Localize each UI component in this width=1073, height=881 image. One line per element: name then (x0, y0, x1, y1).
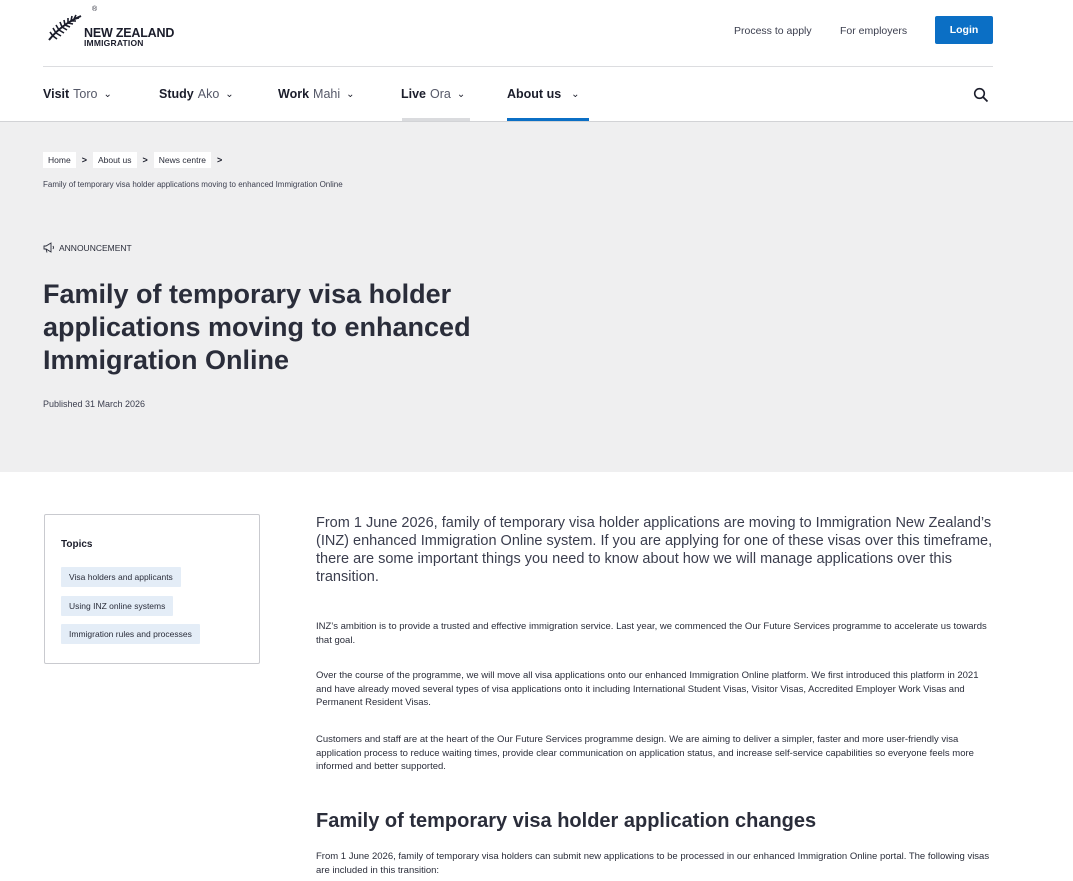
chevron-down-icon: ⌄ (225, 88, 234, 100)
nav-label-maori: Ako (197, 87, 220, 101)
logo-wordmark-line2: IMMIGRATION (84, 38, 144, 48)
breadcrumb-separator-icon: > (142, 155, 148, 165)
megaphone-icon (43, 242, 55, 253)
breadcrumb-separator-icon: > (217, 155, 223, 165)
nav-label-maori: Mahi (313, 87, 341, 101)
nav-item-about-us[interactable] (507, 87, 580, 101)
article-paragraph: INZ’s ambition is to provide a trusted and effective immigration service. Last year, we commenced the Our Future Services programme to accelerate us towards that goal. (316, 621, 987, 646)
published-date: Published 31 March 2026 (43, 399, 146, 409)
chevron-down-icon: ⌄ (103, 88, 112, 100)
search-icon[interactable] (973, 87, 989, 103)
inz-logo[interactable] (47, 8, 197, 50)
top-header (43, 0, 993, 67)
logo-wordmark-line1: NEW ZEALAND (84, 26, 175, 40)
article-paragraph: Over the course of the programme, we will move all visa applications onto our enhanced Immigration Online platform. We first introduced this platform in 2021 and have already moved several types of visa applications onto it including International Student Visas, Visitor Visas, Accredited Employer Work Visas and Permanent Resident Visas. (316, 670, 979, 708)
nav-item-study[interactable] (159, 87, 234, 101)
nav-label: Study (159, 87, 194, 101)
breadcrumb-about-us[interactable]: About us (93, 152, 137, 168)
topic-tag-rules-processes[interactable]: Immigration rules and processes (61, 624, 200, 644)
login-button[interactable]: Login (935, 16, 993, 44)
announcement-text: ANNOUNCEMENT (59, 242, 132, 253)
nav-label: About us (507, 87, 562, 101)
chevron-down-icon: ⌄ (346, 88, 355, 100)
article-hero (0, 121, 1073, 472)
breadcrumb-current-page: Family of temporary visa holder applications moving to enhanced Immigration Online (43, 180, 343, 189)
process-to-apply-link[interactable]: Process to apply (734, 25, 812, 37)
topic-tag-visa-holders[interactable]: Visa holders and applicants (61, 567, 181, 587)
nav-label: Visit (43, 87, 70, 101)
breadcrumb (43, 152, 222, 168)
nav-item-visit[interactable] (43, 87, 112, 101)
topics-title: Topics (61, 539, 93, 550)
nav-label-maori: Ora (430, 87, 451, 101)
chevron-down-icon: ⌄ (456, 88, 466, 100)
chevron-down-icon: ⌄ (571, 88, 580, 100)
silver-fern-icon (47, 12, 83, 42)
topics-panel (44, 514, 260, 664)
page-title: Family of temporary visa holder applications moving to enhanced Immigration Online (43, 279, 471, 375)
topic-tag-online-systems[interactable]: Using INZ online systems (61, 596, 173, 616)
section-heading: Family of temporary visa holder application changes (316, 810, 817, 832)
for-employers-link[interactable]: For employers (840, 25, 908, 37)
nav-label-maori: Toro (73, 87, 98, 101)
article-lead: From 1 June 2026, family of temporary visa holder applications are moving to Immigration New Zealand’s (INZ) enhanced Immigration Online system. If you are applying for one of these visas over this timeframe, there are some important things you need to know about how we will manage applications over this transition. (316, 515, 993, 585)
nav-item-work[interactable] (278, 87, 355, 101)
article-paragraph: From 1 June 2026, family of temporary visa holders can submit new applications to be processed in our enhanced Immigration Online portal. The following visas are included in this transition: (316, 851, 990, 876)
registered-mark: ® (92, 6, 98, 13)
main-nav (43, 67, 993, 121)
article-paragraph: Customers and staff are at the heart of the Our Future Services programme design. We are aiming to deliver a simpler, faster and more user-friendly visa application process to reduce waiting times, provide clear communication on application status, and increase self-service capabilities so everyone feels more informed and better supported. (316, 734, 974, 772)
nav-label: Work (278, 87, 310, 101)
nav-item-live[interactable] (401, 87, 465, 101)
nav-label: Live (401, 87, 427, 101)
breadcrumb-home[interactable]: Home (43, 152, 76, 168)
breadcrumb-separator-icon: > (81, 155, 87, 165)
breadcrumb-news-centre[interactable]: News centre (154, 152, 211, 168)
announcement-label (43, 242, 132, 253)
